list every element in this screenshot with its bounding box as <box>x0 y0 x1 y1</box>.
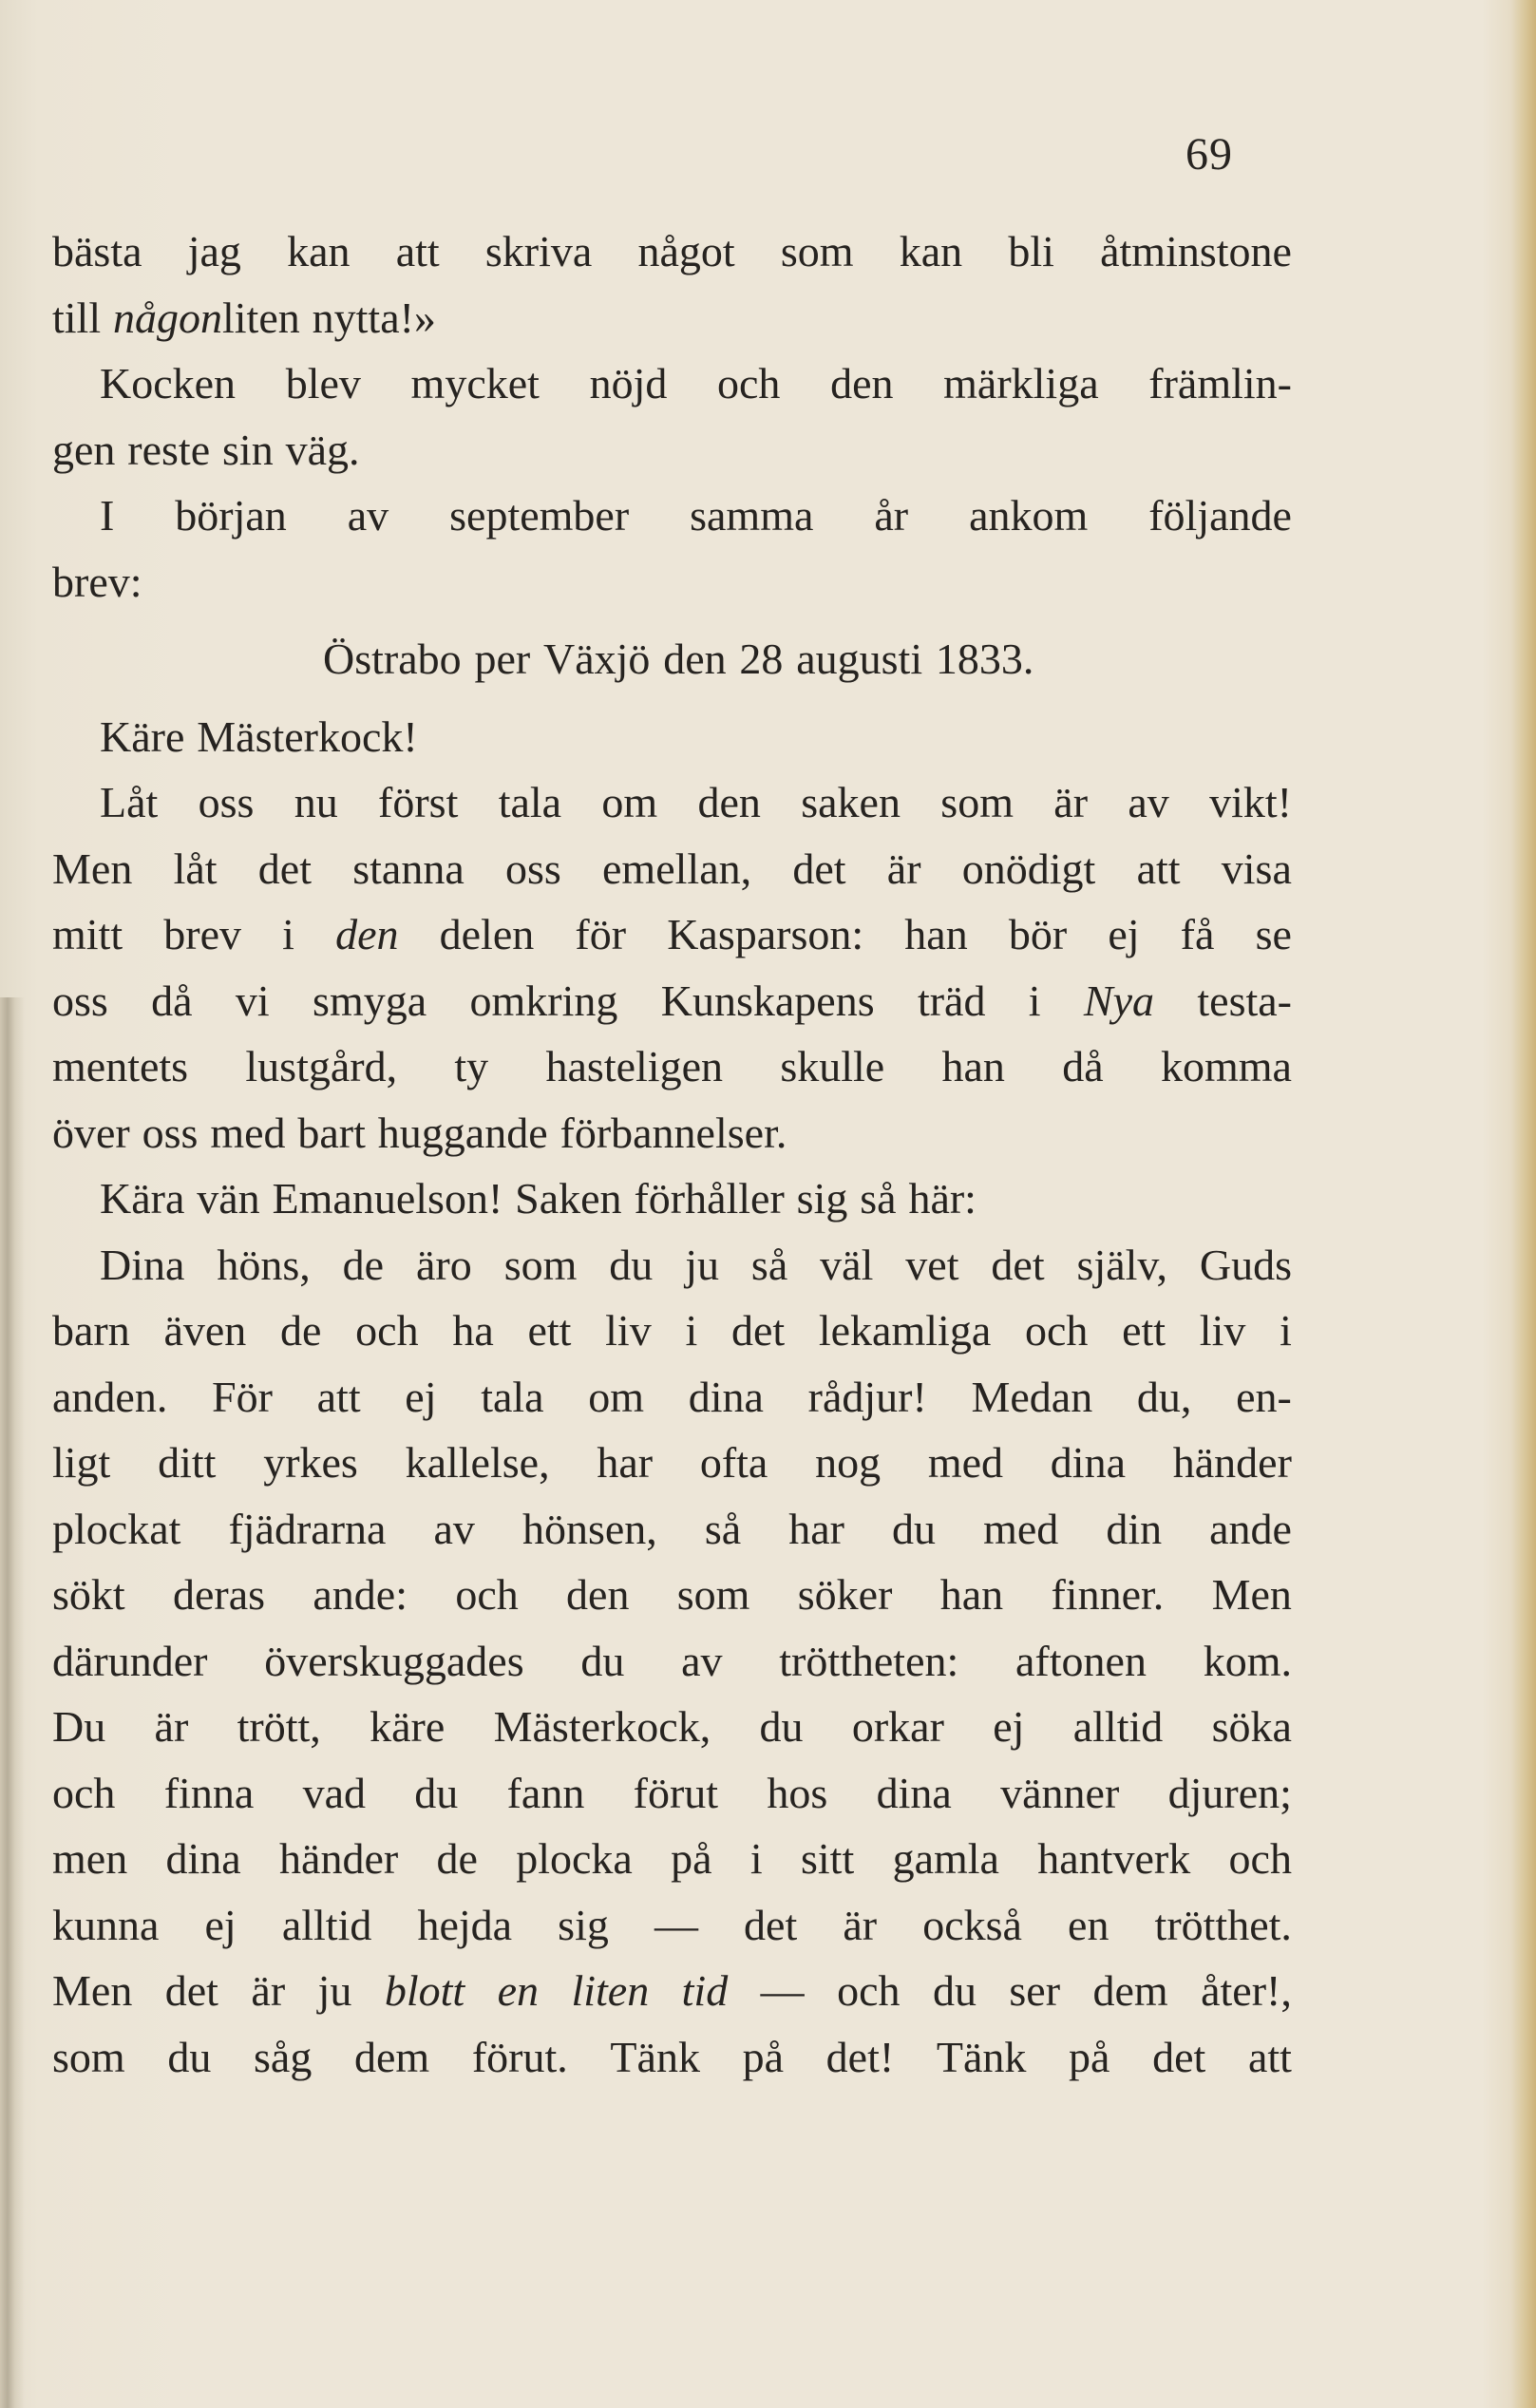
word: du <box>932 1966 977 2015</box>
word: Växjö <box>542 635 651 683</box>
word: I <box>100 491 115 540</box>
word: att <box>1136 844 1181 893</box>
body-text <box>52 218 1292 2090</box>
word: år <box>874 491 909 540</box>
word: hönsen, <box>521 1504 657 1553</box>
word: och <box>717 359 781 408</box>
word: smyga <box>313 976 427 1025</box>
word: av <box>347 491 389 540</box>
word: de <box>342 1240 385 1289</box>
word: ju <box>685 1240 719 1289</box>
word: sig <box>796 1174 848 1223</box>
word: skulle <box>780 1042 885 1090</box>
word: Mästerkock! <box>197 711 418 761</box>
word: det <box>257 844 312 893</box>
word: hos <box>767 1768 828 1817</box>
word: så <box>860 1174 897 1223</box>
word: med <box>927 1438 1004 1487</box>
word: den <box>830 359 894 408</box>
word: först <box>378 778 459 826</box>
word: tala <box>481 1372 544 1421</box>
word: kan <box>899 227 963 275</box>
text-line <box>52 1430 1292 1496</box>
word: dina <box>165 1834 241 1883</box>
word: djuren; <box>1167 1768 1292 1817</box>
word: ett <box>527 1306 572 1355</box>
word: du, <box>1136 1372 1192 1421</box>
word: sitt <box>801 1834 855 1883</box>
word: bör <box>1008 910 1068 958</box>
word: per <box>474 635 531 683</box>
word: ditt <box>158 1438 217 1487</box>
word: plockat <box>52 1504 181 1553</box>
word: oss <box>142 1108 199 1157</box>
word: september <box>449 491 630 540</box>
word: Guds <box>1199 1240 1292 1289</box>
word: åter!, <box>1201 1966 1292 2015</box>
word: du <box>414 1768 459 1817</box>
word: deras <box>173 1570 266 1619</box>
word: händer <box>279 1834 399 1883</box>
word: det <box>164 1966 218 2015</box>
word: augusti <box>796 635 923 683</box>
word: ej <box>405 1372 437 1421</box>
word: som <box>940 778 1014 826</box>
word: i <box>749 1834 763 1883</box>
word: att <box>395 227 440 275</box>
word: alltid <box>281 1900 372 1949</box>
word: och <box>1024 1306 1089 1355</box>
word: liv <box>605 1306 652 1355</box>
word: det <box>744 1900 798 1949</box>
word: du <box>609 1240 654 1289</box>
word: ankom <box>969 491 1089 540</box>
word: som <box>676 1570 750 1619</box>
word: kallelse, <box>405 1438 550 1487</box>
word: vi <box>235 976 270 1025</box>
text-line <box>52 901 1292 968</box>
word: ofta <box>699 1438 768 1487</box>
word: brev: <box>52 557 142 606</box>
word: vad <box>302 1768 366 1817</box>
word: kan <box>287 227 351 275</box>
word: testa- <box>1197 976 1292 1025</box>
word: så <box>750 1240 788 1289</box>
word: och <box>1228 1834 1292 1883</box>
word: nytta!» <box>312 293 436 342</box>
word: att <box>316 1372 361 1421</box>
word: är <box>251 1966 286 2015</box>
word: och <box>455 1570 519 1619</box>
text-line <box>52 769 1292 836</box>
word: höns, <box>217 1240 311 1289</box>
word: sig <box>558 1900 609 1949</box>
word: som <box>503 1240 578 1289</box>
word: Låt <box>100 778 159 826</box>
word: lustgård, <box>245 1042 398 1090</box>
word: Saken <box>515 1174 622 1223</box>
word: fjädrarna <box>228 1504 387 1553</box>
word: huggande <box>377 1108 548 1157</box>
word: oss <box>504 844 561 893</box>
word: Men <box>52 844 133 893</box>
text-line <box>52 1232 1292 1299</box>
text-line <box>52 1694 1292 1760</box>
text-line <box>52 549 1292 616</box>
word: den <box>335 910 399 958</box>
word: förut. <box>471 2032 568 2081</box>
page-binding-edge <box>0 997 25 2408</box>
word: som <box>52 2032 125 2081</box>
word: vikt! <box>1209 778 1292 826</box>
word: händer <box>1172 1438 1292 1487</box>
word: liten <box>222 293 300 342</box>
word: dina <box>1050 1438 1126 1487</box>
word: förut <box>633 1768 719 1817</box>
word: yrkes <box>263 1438 358 1487</box>
word: förbannelser. <box>559 1108 787 1157</box>
word: orkar <box>851 1702 944 1751</box>
word: dem <box>1092 1966 1168 2015</box>
word: dem <box>353 2032 430 2081</box>
word: Tänk <box>610 2032 700 2081</box>
text-line <box>52 1496 1292 1563</box>
word: finner. <box>1051 1570 1165 1619</box>
text-line <box>52 1826 1292 1892</box>
text-line <box>52 351 1292 417</box>
word: mentets <box>52 1042 189 1090</box>
word: tid <box>681 1966 729 2015</box>
word: är <box>843 1900 878 1949</box>
word: väl <box>820 1240 874 1289</box>
word: Kocken <box>100 359 237 408</box>
word: följande <box>1148 491 1292 540</box>
word: i <box>685 1306 698 1355</box>
word: vänner <box>1000 1768 1120 1817</box>
word: Du <box>52 1702 106 1751</box>
word: finna <box>163 1768 255 1817</box>
word: hasteligen <box>545 1042 723 1090</box>
word: den <box>663 635 727 683</box>
word: aftonen <box>1015 1636 1147 1685</box>
word: dina <box>688 1372 764 1421</box>
word: Käre <box>100 711 185 761</box>
word: därunder <box>52 1636 208 1685</box>
word: dina <box>876 1768 952 1817</box>
word: Kunskapens <box>660 976 875 1025</box>
word: liv <box>1199 1306 1246 1355</box>
word: han <box>941 1042 1005 1090</box>
word: han <box>939 1570 1004 1619</box>
word: märkliga <box>943 359 1099 408</box>
word: har <box>788 1504 844 1553</box>
word: bli <box>1008 227 1054 275</box>
word: de <box>436 1834 478 1883</box>
word: trött, <box>237 1702 321 1751</box>
word: blott <box>384 1966 465 2015</box>
word: av <box>681 1636 723 1685</box>
word: Kasparson: <box>667 910 864 958</box>
word: För <box>212 1372 273 1421</box>
word: i <box>1028 976 1041 1025</box>
text-line <box>52 836 1292 902</box>
word: fann <box>506 1768 585 1817</box>
word: i <box>1280 1306 1292 1355</box>
word: mitt <box>52 910 123 958</box>
word: då <box>1062 1042 1104 1090</box>
word: Medan <box>971 1372 1093 1421</box>
text-line <box>52 626 1292 692</box>
word: nöjd <box>589 359 668 408</box>
word: det! <box>825 2032 895 2081</box>
word: Nya <box>1083 976 1155 1025</box>
word: med <box>983 1504 1059 1553</box>
word: för <box>575 910 627 958</box>
word: de <box>280 1306 322 1355</box>
word: ett <box>1122 1306 1166 1355</box>
word: du <box>167 2032 212 2081</box>
word: kunna <box>52 1900 160 1949</box>
word: nog <box>815 1438 882 1487</box>
word: visa <box>1221 844 1292 893</box>
word: kom. <box>1203 1636 1292 1685</box>
word: och <box>355 1306 419 1355</box>
word: Dina <box>100 1240 185 1289</box>
word: över <box>52 1108 130 1157</box>
word: väg. <box>285 425 360 474</box>
word: käre <box>370 1702 446 1751</box>
word: omkring <box>469 976 618 1025</box>
word: själv, <box>1076 1240 1167 1289</box>
word: anden. <box>52 1372 168 1421</box>
word: komma <box>1160 1042 1292 1090</box>
word: den <box>566 1570 630 1619</box>
word: bart <box>297 1108 366 1157</box>
text-line <box>52 1628 1292 1695</box>
word: ha <box>452 1306 494 1355</box>
text-line <box>52 1364 1292 1431</box>
word: av <box>433 1504 475 1553</box>
word: till <box>52 293 102 342</box>
word: Mästerkock, <box>493 1702 711 1751</box>
word: onödigt <box>961 844 1096 893</box>
word: barn <box>52 1306 130 1355</box>
word: ande: <box>313 1570 408 1619</box>
word: åtminstone <box>1100 227 1292 275</box>
word: det <box>792 844 846 893</box>
word: sökt <box>52 1570 125 1619</box>
word: överskuggades <box>264 1636 524 1685</box>
word: Tänk <box>936 2032 1027 2081</box>
text-line <box>52 483 1292 549</box>
word: stanna <box>352 844 465 893</box>
word: det <box>1152 2032 1206 2081</box>
word: rådjur! <box>807 1372 927 1421</box>
word: på <box>1069 2032 1110 2081</box>
word: och <box>52 1768 116 1817</box>
word: ej <box>1108 910 1140 958</box>
text-line <box>52 1033 1292 1100</box>
word: är <box>886 844 921 893</box>
word: på <box>742 2032 785 2081</box>
word: mycket <box>410 359 540 408</box>
word: av <box>1128 778 1169 826</box>
word: och <box>837 1966 901 2015</box>
word: har <box>597 1438 654 1487</box>
word: 28 <box>739 635 784 683</box>
word: Men <box>52 1966 133 2015</box>
word: om <box>588 1372 645 1421</box>
word: saken <box>801 778 901 826</box>
word: låt <box>173 844 218 893</box>
word: det <box>991 1240 1045 1289</box>
word: delen <box>439 910 535 958</box>
word: Men <box>1211 1570 1292 1619</box>
word: om <box>601 778 658 826</box>
text-line <box>52 1166 1292 1232</box>
word: hejda <box>417 1900 513 1949</box>
word: är <box>154 1702 189 1751</box>
word: så <box>704 1504 742 1553</box>
word: du <box>580 1636 625 1685</box>
word: en <box>1068 1900 1109 1949</box>
word: sin <box>222 425 274 474</box>
text-line <box>52 1562 1292 1628</box>
text-line <box>52 285 1292 351</box>
text-line <box>52 1760 1292 1827</box>
text-line <box>52 417 1292 483</box>
word: då <box>151 976 193 1025</box>
word: oss <box>198 778 255 826</box>
word: tröttheten: <box>779 1636 959 1685</box>
word: som <box>780 227 854 275</box>
word: få <box>1180 910 1215 958</box>
word: gen <box>52 425 116 474</box>
word: främlin- <box>1148 359 1292 408</box>
word: tala <box>498 778 562 826</box>
word: en- <box>1236 1372 1292 1421</box>
word: nu <box>294 778 338 826</box>
word: Kära <box>100 1174 185 1223</box>
word: med <box>210 1108 286 1157</box>
word: skriva <box>484 227 593 275</box>
text-line <box>52 1298 1292 1364</box>
text-line <box>52 1958 1292 2024</box>
text-line <box>52 1100 1292 1166</box>
word: oss <box>52 976 108 1025</box>
word: blev <box>285 359 361 408</box>
word: träd <box>917 976 986 1025</box>
word: du <box>759 1702 804 1751</box>
word: såg <box>254 2032 313 2081</box>
word: en <box>497 1966 540 2015</box>
word: vet <box>905 1240 959 1289</box>
word: hantverk <box>1037 1834 1191 1883</box>
text-line <box>52 2024 1292 2091</box>
text-line <box>52 968 1292 1034</box>
word: ande <box>1209 1504 1292 1553</box>
word: plocka <box>516 1834 633 1883</box>
word: samma <box>690 491 814 540</box>
word: även <box>163 1306 247 1355</box>
word: förhåller <box>634 1174 785 1223</box>
word: se <box>1255 910 1292 958</box>
word: emellan, <box>602 844 752 893</box>
word: din <box>1106 1504 1163 1553</box>
word: — <box>654 1900 698 1949</box>
word: det <box>730 1306 786 1355</box>
text-line <box>52 704 1292 770</box>
word: också <box>922 1900 1022 1949</box>
word: liten <box>571 1966 650 2015</box>
word: ju <box>317 1966 352 2015</box>
word: ej <box>993 1702 1025 1751</box>
word: söka <box>1211 1702 1292 1751</box>
word: brev <box>163 910 242 958</box>
word: 1833. <box>935 635 1034 683</box>
word: trötthet. <box>1154 1900 1292 1949</box>
word: söker <box>797 1570 893 1619</box>
word: någon <box>113 293 222 342</box>
word: Emanuelson! <box>272 1174 503 1223</box>
text-line <box>52 218 1292 285</box>
word: du <box>892 1504 937 1553</box>
word: här: <box>908 1174 977 1223</box>
word: början <box>175 491 287 540</box>
word: ligt <box>52 1438 111 1487</box>
word: på <box>671 1834 712 1883</box>
word: äro <box>416 1240 472 1289</box>
word: ser <box>1009 1966 1061 2015</box>
word: är <box>1053 778 1089 826</box>
word: något <box>637 227 735 275</box>
word: bästa <box>52 227 142 275</box>
word: att <box>1247 2032 1292 2081</box>
page-number: 69 <box>1185 129 1233 180</box>
word: — <box>760 1966 805 2015</box>
word: alltid <box>1072 1702 1164 1751</box>
word: jag <box>187 227 241 275</box>
word: den <box>697 778 761 826</box>
word: ty <box>454 1042 489 1090</box>
word: men <box>52 1834 128 1883</box>
word: ej <box>204 1900 237 1949</box>
text-line <box>52 1892 1292 1959</box>
word: i <box>282 910 294 958</box>
word: reste <box>127 425 211 474</box>
word: vän <box>197 1174 260 1223</box>
word: han <box>904 910 968 958</box>
word: gamla <box>892 1834 999 1883</box>
word: lekamliga <box>818 1306 992 1355</box>
word: Östrabo <box>323 635 462 683</box>
